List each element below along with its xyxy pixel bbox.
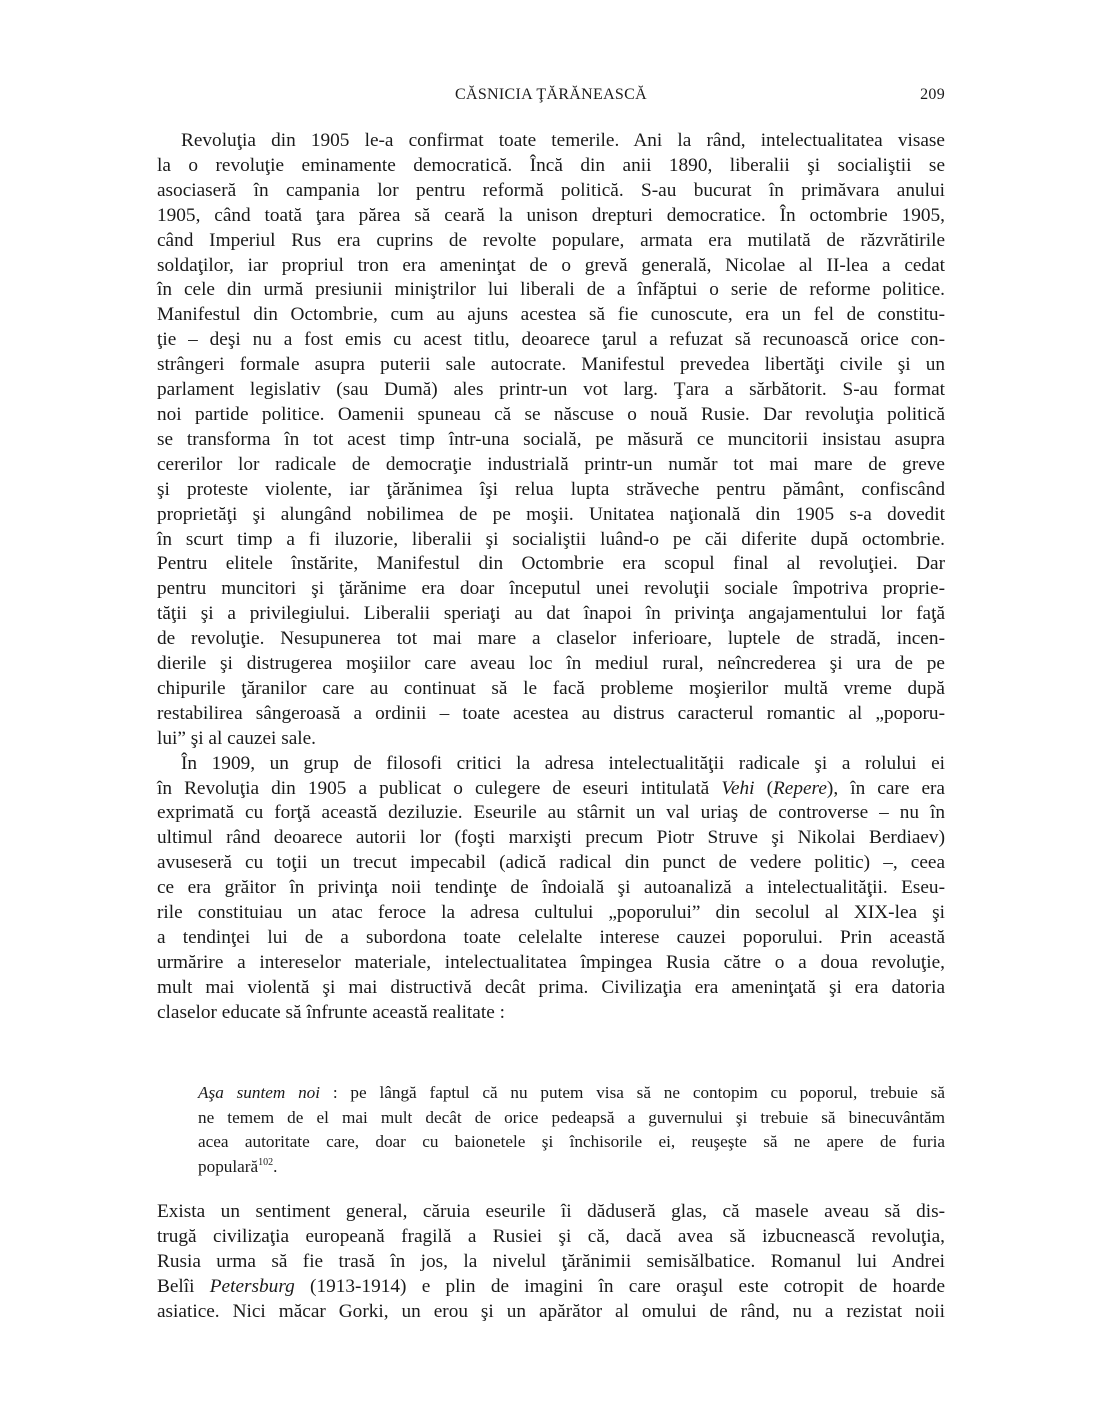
book-title-petersburg: Petersburg: [209, 1275, 295, 1297]
text-line: lui” şi al cauzei sale.: [157, 727, 316, 749]
quote-line: acea autoritate care, doar cu baionetele şi închisorile ei, reuşeşte să ne apere de furia: [198, 1132, 945, 1151]
text-line: Revoluţia din 1905 le-a confirmat toate temerile. Ani la rând, intelectualitatea visase: [181, 130, 945, 151]
text-line: ultimul rând deoarece autorii lor (foşti marxişti precum Piotr Struve şi Nikolai Berdiaev): [157, 827, 945, 849]
text-run: ), în care era: [826, 777, 945, 799]
quote-line: ne temem de el mai mult decât de orice pedeapsă a guvernului şi trebuie să binecuvântăm: [198, 1107, 945, 1127]
text-line: dierile şi distrugerea moşiilor care aveau loc în mediul rural, neîncrederea şi ura de pe: [157, 653, 945, 675]
text-line: Manifestul din Octombrie, cum au ajuns acestea să fie cunoscute, era un fel de constitu-: [157, 304, 945, 326]
text-line: parlament legislativ (sau Dumă) ales printr-un vot larg. Ţara a sărbătorit. S-au format: [157, 379, 945, 401]
text-run: .: [273, 1156, 278, 1176]
text-line: mult mai violentă şi mai distructivă decât prima. Civilizaţia era ameninţată şi era datoria: [157, 976, 945, 998]
body-text: [157, 129, 945, 1026]
text-line: avuseseră cu toţii un trecut impecabil (adică radical din punct de vedere politic) –, ceea: [157, 852, 945, 874]
paragraph-3: [157, 1200, 945, 1325]
paragraph-2: [157, 752, 945, 1026]
quote-line: [198, 1155, 945, 1180]
text-line: În 1909, un grup de filosofi critici la adresa intelectualităţii radicale şi a rolului ei: [181, 752, 945, 774]
text-line: chipurile ţăranilor care au continuat să le facă probleme moşierilor multă vreme după: [157, 677, 945, 699]
text-line: rile constituiau un atac feroce la adresa cultului „poporului” din secolul al XIX-lea şi: [157, 902, 945, 924]
text-line: cererilor lor radicale de democraţie industrială printr-un număr tot mai mare de greve: [157, 453, 945, 475]
footnote-reference[interactable]: 102: [258, 1156, 274, 1168]
text-line: Rusia urma să fie trasă în jos, la nivelul ţărănimii semisălbatice. Romanul lui Andrei: [157, 1250, 945, 1272]
block-quote: [198, 1081, 945, 1179]
text-line: proprietăţi şi alungând nobilimea de pe moşii. Unitatea naţională din 1905 s-a dovedit: [157, 503, 945, 525]
text-line: pentru muncitori şi ţărănime era doar începutul unei revoluţii sociale împotriva proprie-: [157, 578, 945, 600]
book-title-vehi: Vehi: [721, 777, 755, 799]
text-line: ce era grăitor în privinţa noii tendinţe de îndoială şi autoanaliză a intelectualităţii. Eseu-: [157, 877, 945, 899]
text-line: [157, 777, 945, 802]
text-run: Belîi: [157, 1275, 210, 1297]
text-line: asiatice. Nici măcar Gorki, un erou şi un apărător al omului de rând, nu a rezistat noii: [157, 1300, 945, 1322]
text-line: trugă civilizaţia europeană fragilă a Rusiei şi că, dacă avea să izbucnească revoluţia,: [157, 1225, 945, 1247]
text-run: în Revoluţia din 1905 a publicat o culegere de eseuri intitulată: [157, 777, 722, 799]
text-line: exprimată cu forţă această deziluzie. Eseurile au stârnit un val uriaş de controverse – nu în: [157, 802, 945, 824]
quote-line: [198, 1081, 945, 1106]
text-line: a tendinţei lui de a subordona toate celelalte interese cauzei poporului. Prin această: [157, 927, 945, 948]
text-line: strângeri formale asupra puterii sale autocrate. Manifestul prevedea libertăţi civile şi un: [157, 354, 945, 376]
paragraph-1: [157, 129, 945, 752]
text-line: urmărire a intereselor materiale, intelectualitatea împingea Rusia către o a doua revoluţie,: [157, 951, 945, 973]
text-line: 1905, când toată ţara părea să ceară la unison drepturi democratice. În octombrie 1905,: [157, 204, 945, 226]
text-line: la o revoluţie eminamente democratică. Încă din anii 1890, liberalii şi socialiştii se: [157, 154, 945, 176]
running-head: [157, 86, 945, 110]
text-line: soldaţilor, iar propriul tron era ameninţat de o grevă generală, Nicolae al II-lea a cedat: [157, 254, 945, 276]
text-line: noi partide politice. Oamenii spuneau că se născuse o nouă Rusie. Dar revoluţia politică: [157, 403, 945, 425]
text-line: asociaseră în campania lor pentru reformă politică. S-au bucurat în primăvara anului: [157, 179, 945, 201]
quote-lead: Aşa suntem noi: [198, 1083, 321, 1102]
text-line: se transforma în tot acest timp într-una socială, pe măsură ce muncitorii insistau asupra: [157, 428, 945, 450]
text-line: ţie – deşi nu a fost emis cu acest titlu, deoarece ţarul a refuzat să recunoască orice con-: [157, 329, 945, 351]
text-line: şi proteste violente, iar ţărănimea îşi relua lupta străveche pentru pământ, confiscând: [157, 478, 945, 500]
book-title-repere: Repere: [773, 777, 827, 799]
text-line: [157, 1275, 945, 1300]
text-line: când Imperiul Rus era cuprins de revolte populare, armata era mutilată de răzvrătirile: [157, 229, 945, 251]
text-line: tăţii şi a privilegiului. Liberalii speriaţi au dat înapoi în privinţa angajamentului lor faţă: [157, 603, 945, 625]
text-run: : pe lângă faptul că nu putem visa să ne contopim cu poporul, trebuie să: [320, 1083, 945, 1102]
page-number: 209: [920, 86, 945, 103]
text-line: claselor educate să înfrunte această realitate :: [157, 1001, 505, 1023]
text-run: (1913-1914) e plin de imagini în care oraşul este cotropit de hoarde: [294, 1275, 945, 1297]
text-run: (: [754, 777, 774, 799]
text-line: restabilirea sângeroasă a ordinii – toate acestea au distrus caracterul romantic al „poporu-: [157, 702, 945, 724]
text-line: Exista un sentiment general, căruia eseurile îi dăduseră glas, că masele aveau să dis-: [157, 1201, 945, 1222]
text-run: populară: [198, 1156, 259, 1176]
text-line: în cele din urmă presiunii miniştrilor lui liberali de a înfăptui o serie de reforme politice.: [157, 279, 945, 301]
text-line: Pentru elitele înstărite, Manifestul din Octombrie era scopul final al revoluţiei. Dar: [157, 553, 945, 575]
text-line: de revoluţie. Nesupunerea tot mai mare a claselor inferioare, luptele de stradă, incen-: [157, 628, 945, 650]
text-line: în scurt timp a fi iluzorie, liberalii şi socialiştii luând-o pe căi diferite după octombrie.: [157, 528, 945, 550]
chapter-title: CĂSNICIA ŢĂRĂNEASCĂ: [455, 86, 647, 103]
